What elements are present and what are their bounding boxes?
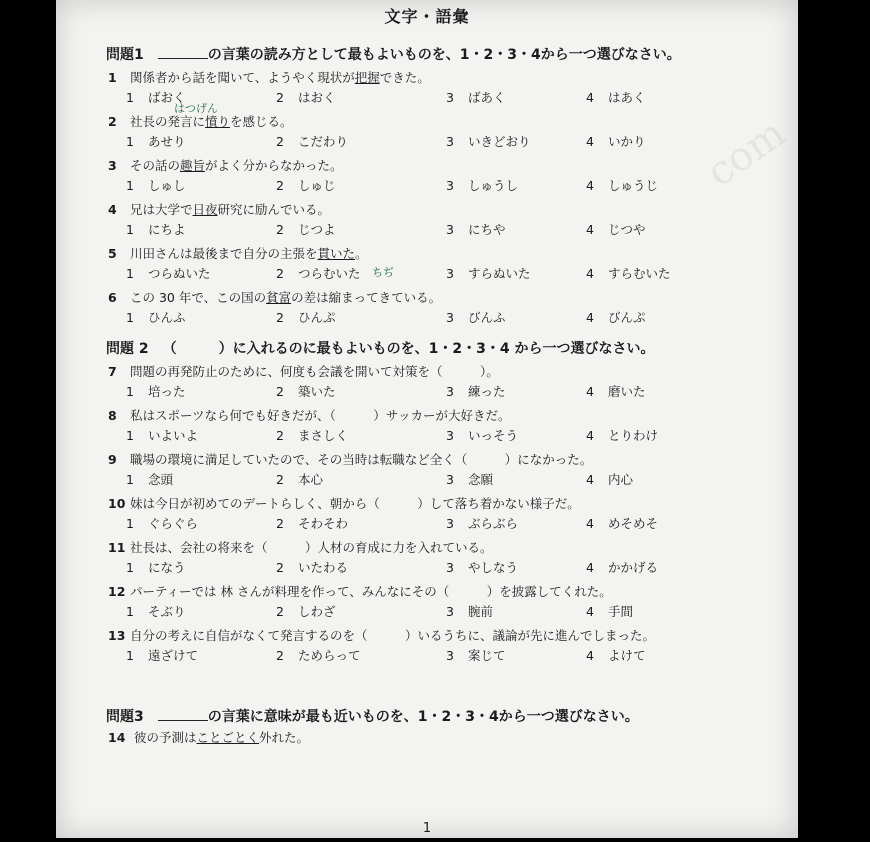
option-number: 1 <box>126 222 134 237</box>
underline-blank <box>158 48 208 59</box>
section1-number: 問題1 <box>106 47 144 63</box>
options-row <box>56 220 798 238</box>
section2-number: 問題 2 <box>106 341 149 357</box>
answer-option[interactable] <box>586 514 658 532</box>
handwritten-note: はつげん <box>174 102 218 115</box>
option-text: めそめそ <box>608 516 659 531</box>
answer-option[interactable] <box>586 220 646 238</box>
option-text: はおく <box>298 90 336 105</box>
option-text: 築いた <box>298 384 336 399</box>
option-number: 1 <box>126 384 134 399</box>
option-number: 3 <box>446 516 454 531</box>
option-text: いきどおり <box>468 134 531 149</box>
option-number: 2 <box>276 178 284 193</box>
option-text: しゅし <box>148 178 186 193</box>
option-number: 2 <box>276 384 284 399</box>
section3-instruction: の言葉に意味が最も近いものを、1・2・3・4から一つ選びなさい。 <box>207 709 639 725</box>
question-text: 川田さんは最後まで自分の主張を <box>130 246 318 261</box>
option-number: 4 <box>586 428 594 443</box>
question-6 <box>108 288 441 306</box>
option-number: 2 <box>276 560 284 575</box>
answer-option[interactable] <box>446 88 506 106</box>
option-number: 1 <box>126 134 134 149</box>
answer-option[interactable] <box>446 176 518 194</box>
exam-sheet <box>56 0 798 838</box>
option-number: 1 <box>126 604 134 619</box>
answer-option[interactable] <box>126 264 211 282</box>
question-number: 13 <box>108 628 126 643</box>
answer-option[interactable] <box>126 514 198 532</box>
option-text: ばおく <box>148 90 186 105</box>
answer-option[interactable] <box>446 602 493 620</box>
option-number: 3 <box>446 134 454 149</box>
option-text: びんふ <box>468 310 506 325</box>
question-14 <box>108 728 309 746</box>
target-word: 日夜 <box>192 202 218 217</box>
question-13 <box>108 626 655 644</box>
answer-option[interactable] <box>276 646 361 664</box>
option-text: しわざ <box>298 604 336 619</box>
question-text: この 30 年で、この国の <box>130 290 267 305</box>
option-number: 1 <box>126 516 134 531</box>
answer-option[interactable] <box>586 132 646 150</box>
target-word: ことごとく <box>196 730 260 745</box>
option-number: 3 <box>446 178 454 193</box>
option-text: いかり <box>608 134 646 149</box>
answer-option[interactable] <box>586 646 646 664</box>
options-row <box>56 646 798 664</box>
question-text: 研究に励んでいる。 <box>217 202 331 217</box>
option-number: 4 <box>586 472 594 487</box>
option-number: 3 <box>446 428 454 443</box>
question-text: がよく分からなかった。 <box>205 158 343 173</box>
target-word: 貧富 <box>266 290 292 305</box>
answer-option[interactable] <box>126 646 198 664</box>
option-text: そわそわ <box>298 516 349 531</box>
answer-option[interactable] <box>586 470 633 488</box>
question-text: 兄は大学で <box>130 202 193 217</box>
answer-option[interactable] <box>446 426 518 444</box>
option-text: すらぬいた <box>468 266 531 281</box>
question-number: 3 <box>108 158 117 173</box>
question-text: 彼の予測は <box>133 730 197 745</box>
option-number: 2 <box>276 472 284 487</box>
option-number: 2 <box>276 604 284 619</box>
option-text: 遠ざけて <box>148 648 199 663</box>
option-text: ぶらぶら <box>468 516 519 531</box>
option-text: 培った <box>148 384 186 399</box>
options-row <box>56 308 798 326</box>
answer-option[interactable] <box>446 558 518 576</box>
option-number: 4 <box>586 222 594 237</box>
options-row <box>56 514 798 532</box>
option-text: びんぷ <box>608 310 646 325</box>
question-text: パーティーでは 林 さんが料理を作って、みんなにその（ ）を披露してくれた。 <box>130 584 612 599</box>
question-7 <box>108 362 499 380</box>
options-row <box>56 602 798 620</box>
question-1 <box>108 68 430 86</box>
question-8 <box>108 406 511 424</box>
section2-heading <box>106 338 654 358</box>
option-text: よけて <box>608 648 646 663</box>
answer-option[interactable] <box>276 176 336 194</box>
option-number: 1 <box>126 266 134 281</box>
option-text: そぶり <box>148 604 186 619</box>
target-word: 把握 <box>354 70 380 85</box>
option-number: 1 <box>126 648 134 663</box>
question-number: 12 <box>108 584 126 599</box>
option-text: しゅじ <box>298 178 336 193</box>
option-number: 2 <box>276 648 284 663</box>
page-number: 1 <box>422 821 432 836</box>
answer-option[interactable] <box>446 646 506 664</box>
answer-option[interactable] <box>276 602 336 620</box>
option-text: 手間 <box>608 604 634 619</box>
section3-heading <box>106 706 639 726</box>
question-11 <box>108 538 493 556</box>
option-text: になう <box>148 560 186 575</box>
section3-number: 問題3 <box>106 709 144 725</box>
question-number: 6 <box>108 290 117 305</box>
answer-option[interactable] <box>446 470 493 488</box>
question-text: 職場の環境に満足していたので、その当時は転職など全く（ ）になかった。 <box>130 452 593 467</box>
section1-instruction: の言葉の読み方として最もよいものを、1・2・3・4から一つ選びなさい。 <box>207 47 681 63</box>
option-text: 磨いた <box>608 384 646 399</box>
question-text: を感じる。 <box>230 114 293 129</box>
underline-blank <box>158 710 208 721</box>
answer-option[interactable] <box>586 382 646 400</box>
option-text: 案じて <box>468 648 506 663</box>
answer-option[interactable] <box>126 308 186 326</box>
option-number: 4 <box>586 310 594 325</box>
option-number: 3 <box>446 222 454 237</box>
options-row <box>56 470 798 488</box>
question-text: 社長の発言に <box>130 114 206 129</box>
question-number: 5 <box>108 246 117 261</box>
option-number: 2 <box>276 428 284 443</box>
question-number: 7 <box>108 364 117 379</box>
option-text: 本心 <box>298 472 324 487</box>
answer-option[interactable] <box>586 88 646 106</box>
answer-option[interactable] <box>276 558 348 576</box>
option-text: じつよ <box>298 222 336 237</box>
option-number: 2 <box>276 266 284 281</box>
answer-option[interactable] <box>126 558 186 576</box>
answer-option[interactable] <box>276 264 361 282</box>
option-number: 4 <box>586 516 594 531</box>
answer-option[interactable] <box>126 132 186 150</box>
option-number: 2 <box>276 222 284 237</box>
answer-option[interactable] <box>276 470 323 488</box>
answer-option[interactable] <box>276 382 336 400</box>
option-number: 2 <box>276 90 284 105</box>
option-text: 腕前 <box>468 604 494 619</box>
option-text: つらむいた <box>298 266 361 281</box>
question-9 <box>108 450 592 468</box>
answer-option[interactable] <box>276 132 348 150</box>
question-12 <box>108 582 612 600</box>
option-text: あせり <box>148 134 186 149</box>
option-text: ひんふ <box>148 310 186 325</box>
option-number: 1 <box>126 560 134 575</box>
options-row <box>56 426 798 444</box>
answer-option[interactable] <box>586 558 658 576</box>
option-text: とりわけ <box>608 428 659 443</box>
question-10 <box>108 494 580 512</box>
option-number: 1 <box>126 428 134 443</box>
options-row <box>56 558 798 576</box>
answer-option[interactable] <box>126 470 173 488</box>
option-number: 4 <box>586 90 594 105</box>
question-number: 10 <box>108 496 126 511</box>
option-text: 練った <box>468 384 506 399</box>
option-number: 4 <box>586 604 594 619</box>
question-number: 1 <box>108 70 117 85</box>
answer-option[interactable] <box>126 602 186 620</box>
target-word: 貫いた <box>317 246 356 261</box>
question-text: 外れた。 <box>259 730 310 745</box>
option-text: こだわり <box>298 134 349 149</box>
question-number: 9 <box>108 452 117 467</box>
question-text: できた。 <box>379 70 430 85</box>
question-text: 妹は今日が初めてのデートらしく、朝から（ ）して落ち着かない様子だ。 <box>130 496 580 511</box>
answer-option[interactable] <box>276 220 336 238</box>
answer-option[interactable] <box>276 88 336 106</box>
answer-option[interactable] <box>586 308 646 326</box>
option-text: 念願 <box>468 472 494 487</box>
option-number: 3 <box>446 310 454 325</box>
question-text: その話の <box>130 158 181 173</box>
option-text: にちよ <box>148 222 186 237</box>
question-number: 11 <box>108 540 126 555</box>
option-text: いっそう <box>468 428 519 443</box>
answer-option[interactable] <box>586 176 658 194</box>
answer-option[interactable] <box>446 382 506 400</box>
options-row <box>56 88 798 106</box>
option-number: 3 <box>446 90 454 105</box>
option-number: 1 <box>126 90 134 105</box>
answer-option[interactable] <box>276 308 336 326</box>
option-text: じつや <box>608 222 646 237</box>
option-number: 4 <box>586 560 594 575</box>
option-number: 3 <box>446 648 454 663</box>
option-text: ばあく <box>468 90 506 105</box>
option-number: 1 <box>126 178 134 193</box>
answer-option[interactable] <box>446 308 506 326</box>
option-number: 3 <box>446 266 454 281</box>
option-number: 3 <box>446 472 454 487</box>
answer-option[interactable] <box>446 264 531 282</box>
option-text: すらむいた <box>608 266 671 281</box>
option-number: 4 <box>586 134 594 149</box>
option-text: やしなう <box>468 560 519 575</box>
page-title: 文字・語彙 <box>384 7 470 26</box>
option-text: かかげる <box>608 560 659 575</box>
option-text: 念頭 <box>148 472 174 487</box>
option-text: ためらって <box>298 648 361 663</box>
option-text: はあく <box>608 90 646 105</box>
question-text: 自分の考えに自信がなくて発言するのを（ ）いるうちに、議論が先に進んでしまった。 <box>130 628 656 643</box>
answer-option[interactable] <box>446 132 531 150</box>
option-number: 2 <box>276 134 284 149</box>
answer-option[interactable] <box>586 426 658 444</box>
option-text: いよいよ <box>148 428 199 443</box>
question-5 <box>108 244 368 262</box>
answer-option[interactable] <box>446 514 518 532</box>
answer-option[interactable] <box>126 176 186 194</box>
option-text: にちや <box>468 222 506 237</box>
option-text: しゅうじ <box>608 178 659 193</box>
question-text: 社長は、会社の将来を（ ）人材の育成に力を入れている。 <box>130 540 493 555</box>
option-text: いたわる <box>298 560 349 575</box>
question-text: 私はスポーツなら何でも好きだが、（ ）サッカーが大好きだ。 <box>130 408 511 423</box>
question-text: 関係者から話を聞いて、ようやく現状が <box>130 70 355 85</box>
option-number: 4 <box>586 266 594 281</box>
option-text: しゅうし <box>468 178 519 193</box>
watermark: com <box>698 109 794 197</box>
question-number: 2 <box>108 114 117 129</box>
option-number: 4 <box>586 384 594 399</box>
option-number: 2 <box>276 310 284 325</box>
question-text: の差は縮まってきている。 <box>291 290 442 305</box>
question-number: 14 <box>108 730 126 745</box>
target-word: 趣旨 <box>180 158 206 173</box>
option-number: 4 <box>586 178 594 193</box>
section1-heading <box>106 44 681 64</box>
options-row <box>56 264 798 282</box>
answer-option[interactable] <box>126 220 186 238</box>
option-number: 4 <box>586 648 594 663</box>
options-row <box>56 132 798 150</box>
option-number: 3 <box>446 384 454 399</box>
question-number: 8 <box>108 408 117 423</box>
option-text: つらぬいた <box>148 266 211 281</box>
option-text: 内心 <box>608 472 634 487</box>
answer-option[interactable] <box>446 220 506 238</box>
question-text: 。 <box>355 246 368 261</box>
option-text: ひんぷ <box>298 310 336 325</box>
option-number: 3 <box>446 560 454 575</box>
answer-option[interactable] <box>586 602 633 620</box>
option-number: 1 <box>126 310 134 325</box>
option-number: 3 <box>446 604 454 619</box>
answer-option[interactable] <box>126 382 186 400</box>
option-number: 1 <box>126 472 134 487</box>
question-3 <box>108 156 343 174</box>
answer-option[interactable] <box>276 426 348 444</box>
question-text: 問題の再発防止のために、何度も会議を開いて対策を（ ）。 <box>130 364 499 379</box>
handwritten-note: ちぢ <box>372 266 394 279</box>
options-row <box>56 382 798 400</box>
question-4 <box>108 200 330 218</box>
options-row <box>56 176 798 194</box>
target-word: 憤り <box>205 114 231 129</box>
section2-instruction: （ ）に入れるのに最もよいものを、1・2・3・4 から一つ選びなさい。 <box>162 341 655 357</box>
option-text: まさしく <box>298 428 349 443</box>
answer-option[interactable] <box>126 426 198 444</box>
question-number: 4 <box>108 202 117 217</box>
option-text: ぐらぐら <box>148 516 199 531</box>
option-number: 2 <box>276 516 284 531</box>
answer-option[interactable] <box>586 264 671 282</box>
answer-option[interactable] <box>276 514 348 532</box>
